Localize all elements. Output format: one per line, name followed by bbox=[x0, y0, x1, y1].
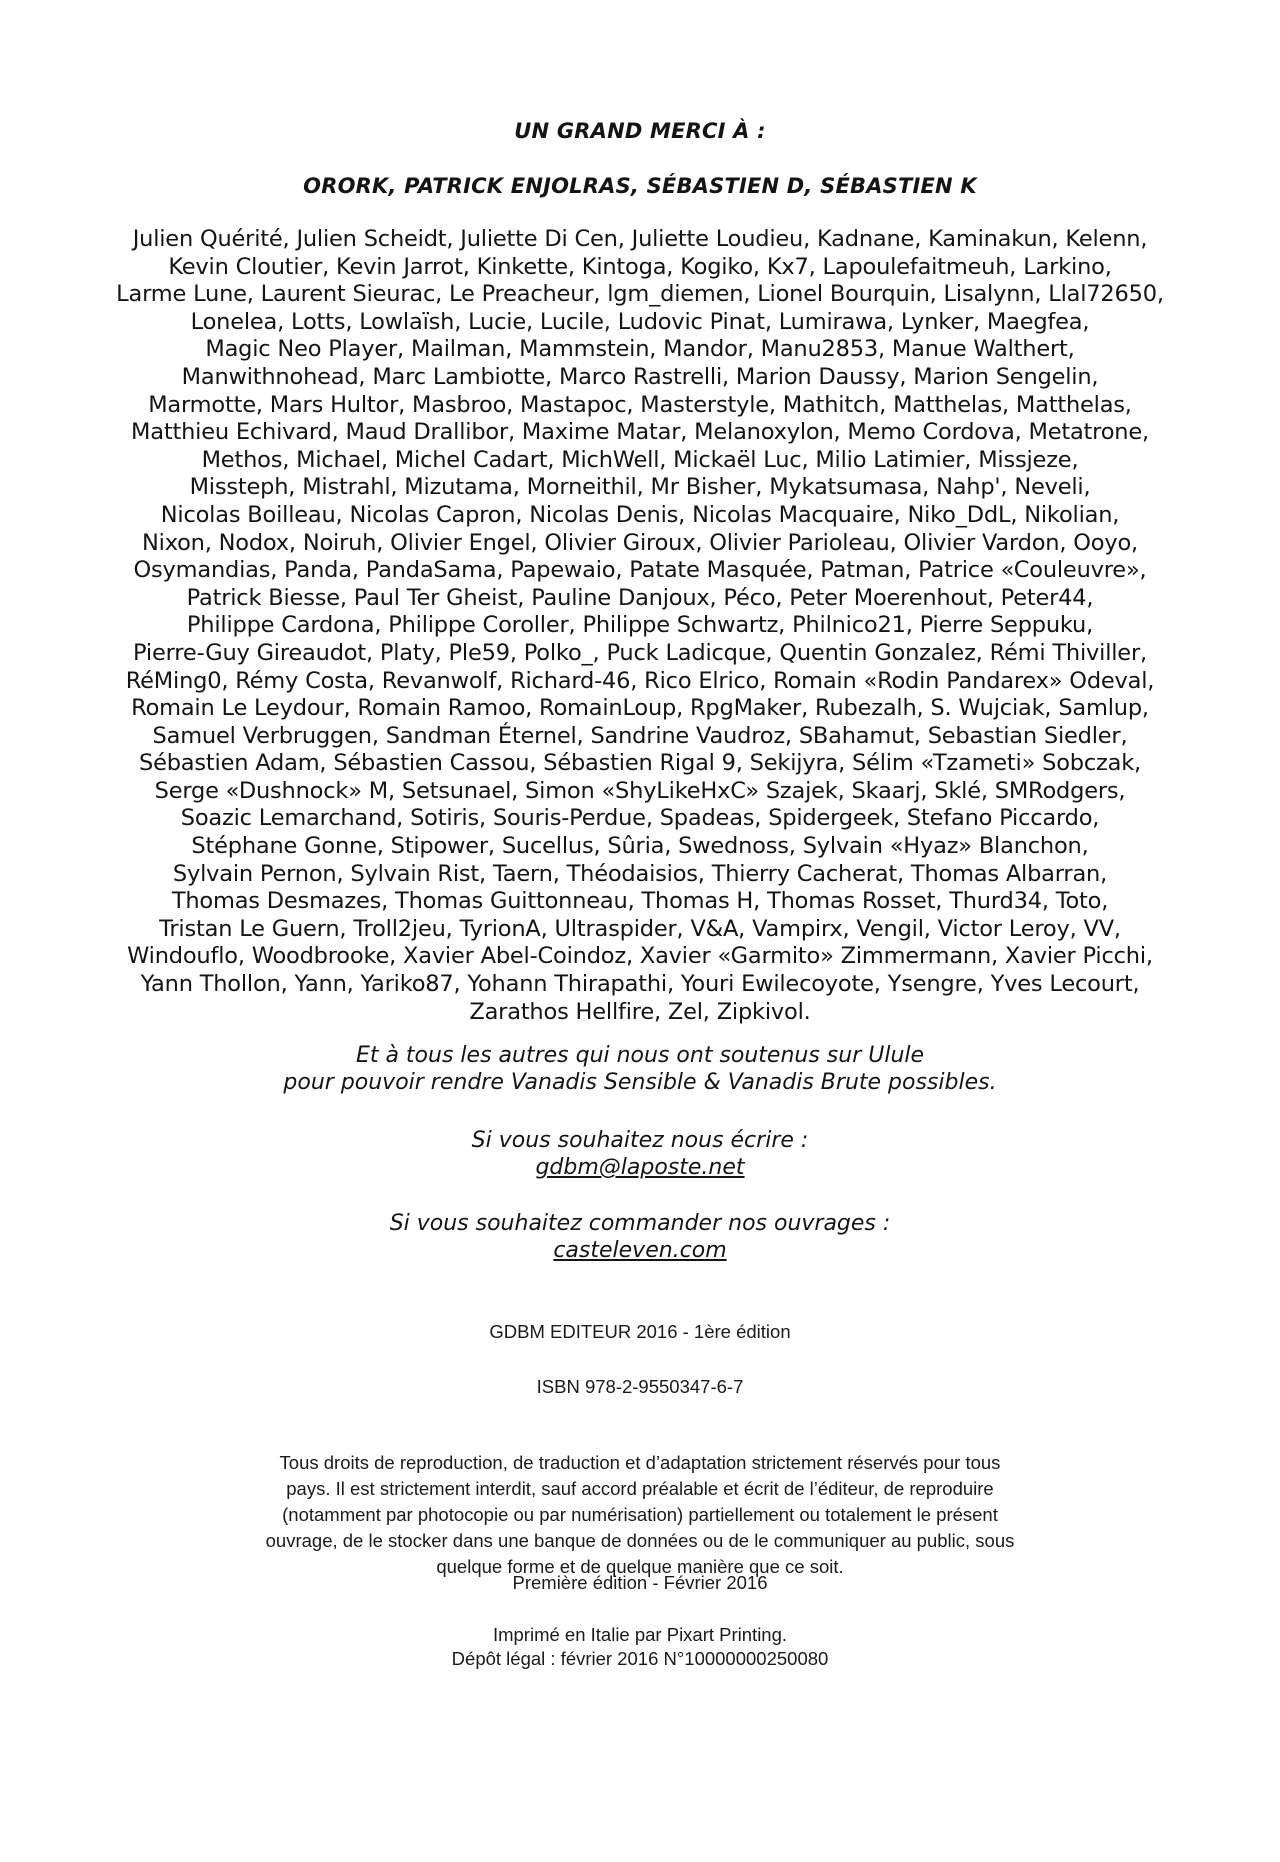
backers-line: Magic Neo Player, Mailman, Mammstein, Mandor, Manu2853, Manue Walthert, bbox=[205, 336, 1075, 363]
backers-line: Matthieu Echivard, Maud Drallibor, Maxime Matar, Melanoxylon, Memo Cordova, Metatrone, bbox=[131, 419, 1149, 446]
printing-info bbox=[0, 1623, 1280, 1671]
first-edition-date: Première édition - Février 2016 bbox=[512, 1572, 768, 1593]
website-link[interactable]: casteleven.com bbox=[553, 1238, 727, 1263]
backers-line: Lonelea, Lotts, Lowlaïsh, Lucie, Lucile, Ludovic Pinat, Lumirawa, Lynker, Maegfea, bbox=[190, 308, 1090, 335]
backers-line: Tristan Le Guern, Troll2jeu, TyrionA, Ultraspider, V&A, Vampirx, Vengil, Victor Leroy, VV, bbox=[159, 915, 1121, 942]
isbn: ISBN 978-2-9550347-6-7 bbox=[536, 1376, 744, 1397]
contact-write bbox=[0, 1127, 1280, 1181]
rights-line: quelque forme et de quelque manière que ce soit. bbox=[436, 1556, 844, 1577]
backers-line: Stéphane Gonne, Stipower, Sucellus, Sûria, Swednoss, Sylvain «Hyaz» Blanchon, bbox=[191, 833, 1089, 860]
backers-line: Romain Le Leydour, Romain Ramoo, RomainLoup, RpgMaker, Rubezalh, S. Wujciak, Samlup, bbox=[131, 695, 1149, 722]
special-thanks-names: ORORK, PATRICK ENJOLRAS, SÉBASTIEN D, SÉBASTIEN K bbox=[303, 174, 977, 198]
backers-line: Thomas Desmazes, Thomas Guittonneau, Thomas H, Thomas Rosset, Thurd34, Toto, bbox=[171, 888, 1109, 915]
order-prompt: Si vous souhaitez commander nos ouvrages : bbox=[389, 1211, 891, 1236]
backers-line: Philippe Cardona, Philippe Coroller, Philippe Schwartz, Philnico21, Pierre Seppuku, bbox=[186, 612, 1094, 639]
backers-line: Nicolas Boilleau, Nicolas Capron, Nicolas Denis, Nicolas Macquaire, Niko_DdL, Nikolian, bbox=[160, 501, 1120, 528]
backers-line: Osymandias, Panda, PandaSama, Papewaio, Patate Masquée, Patman, Patrice «Couleuvre», bbox=[133, 557, 1147, 584]
backers-line: Soazic Lemarchand, Sotiris, Souris-Perdue, Spadeas, Spidergeek, Stefano Piccardo, bbox=[180, 805, 1100, 832]
thanks-line-2: pour pouvoir rendre Vanadis Sensible & Vanadis Brute possibles. bbox=[283, 1070, 997, 1095]
contact-order bbox=[0, 1210, 1280, 1264]
backers-line: Patrick Biesse, Paul Ter Gheist, Pauline Danjoux, Péco, Peter Moerenhout, Peter44, bbox=[186, 584, 1094, 611]
backers-line: Marmotte, Mars Hultor, Masbroo, Mastapoc, Masterstyle, Mathitch, Matthelas, Matthelas, bbox=[148, 391, 1132, 418]
backers-line: Kevin Cloutier, Kevin Jarrot, Kinkette, Kintoga, Kogiko, Kx7, Lapoulefaitmeuh, Larkino, bbox=[168, 253, 1112, 280]
rights-line: (notamment par photocopie ou par numérisation) partiellement ou totalement le présent bbox=[282, 1504, 998, 1525]
rights-line: Tous droits de reproduction, de traduction et d’adaptation strictement réservés pour tous bbox=[279, 1452, 1001, 1473]
edition-info: GDBM EDITEUR 2016 - 1ère édition bbox=[489, 1321, 791, 1342]
backers-line: Julien Quérité, Julien Scheidt, Juliette Di Cen, Juliette Loudieu, Kadnane, Kaminakun, Kelenn, bbox=[132, 226, 1148, 252]
backers-line: Serge «Dushnock» M, Setsunael, Simon «ShyLikeHxC» Szajek, Skaarj, Sklé, SMRodgers, bbox=[154, 777, 1126, 804]
backers-line: Larme Lune, Laurent Sieurac, Le Preacheur, lgm_diemen, Lionel Bourquin, Lisalynn, Llal72650, bbox=[116, 281, 1164, 308]
email-link[interactable]: gdbm@laposte.net bbox=[535, 1155, 745, 1180]
backers-list bbox=[90, 226, 1190, 1026]
thanks-line-1: Et à tous les autres qui nous ont soutenus sur Ulule bbox=[355, 1043, 925, 1068]
thanks-message bbox=[0, 1042, 1280, 1096]
backers-line: Pierre-Guy Gireaudot, Platy, Ple59, Polko_, Puck Ladicque, Quentin Gonzalez, Rémi Thiviller, bbox=[133, 639, 1147, 666]
write-prompt: Si vous souhaitez nous écrire : bbox=[471, 1128, 809, 1153]
backers-line: Zarathos Hellfire, Zel, Zipkivol. bbox=[469, 998, 811, 1025]
backers-line: Sébastien Adam, Sébastien Cassou, Sébastien Rigal 9, Sekijyra, Sélim «Tzameti» Sobczak, bbox=[139, 750, 1141, 777]
backers-line: Windouflo, Woodbrooke, Xavier Abel-Coindoz, Xavier «Garmito» Zimmermann, Xavier Picchi, bbox=[127, 943, 1153, 970]
thanks-title: UN GRAND MERCI À : bbox=[514, 119, 766, 143]
legal-deposit: Dépôt légal : février 2016 N°10000000250080 bbox=[451, 1648, 829, 1669]
rights-notice bbox=[190, 1450, 1090, 1580]
rights-line: pays. Il est strictement interdit, sauf accord préalable et écrit de l’éditeur, de reproduire bbox=[286, 1478, 994, 1499]
backers-line: Sylvain Pernon, Sylvain Rist, Taern, Théodaisios, Thierry Cacherat, Thomas Albarran, bbox=[172, 860, 1108, 887]
backers-line: Samuel Verbruggen, Sandman Éternel, Sandrine Vaudroz, SBahamut, Sebastian Siedler, bbox=[152, 722, 1128, 749]
rights-line: ouvrage, de le stocker dans une banque de données ou de le communiquer au public, sous bbox=[265, 1530, 1015, 1551]
printer: Imprimé en Italie par Pixart Printing. bbox=[492, 1624, 788, 1645]
backers-line: Nixon, Nodox, Noiruh, Olivier Engel, Olivier Giroux, Olivier Parioleau, Olivier Vardon, Ooyo, bbox=[142, 529, 1138, 556]
backers-line: Yann Thollon, Yann, Yariko87, Yohann Thirapathi, Youri Ewilecoyote, Ysengre, Yves Lecourt, bbox=[140, 971, 1140, 998]
backers-line: Methos, Michael, Michel Cadart, MichWell, Mickaël Luc, Milio Latimier, Missjeze, bbox=[201, 446, 1079, 473]
backers-line: Manwithnohead, Marc Lambiotte, Marco Rastrelli, Marion Daussy, Marion Sengelin, bbox=[181, 363, 1099, 390]
backers-line: Missteph, Mistrahl, Mizutama, Morneithil, Mr Bisher, Mykatsumasa, Nahp', Neveli, bbox=[189, 474, 1091, 501]
backers-line: RéMing0, Rémy Costa, Revanwolf, Richard-46, Rico Elrico, Romain «Rodin Pandarex» Odeval, bbox=[125, 667, 1155, 694]
